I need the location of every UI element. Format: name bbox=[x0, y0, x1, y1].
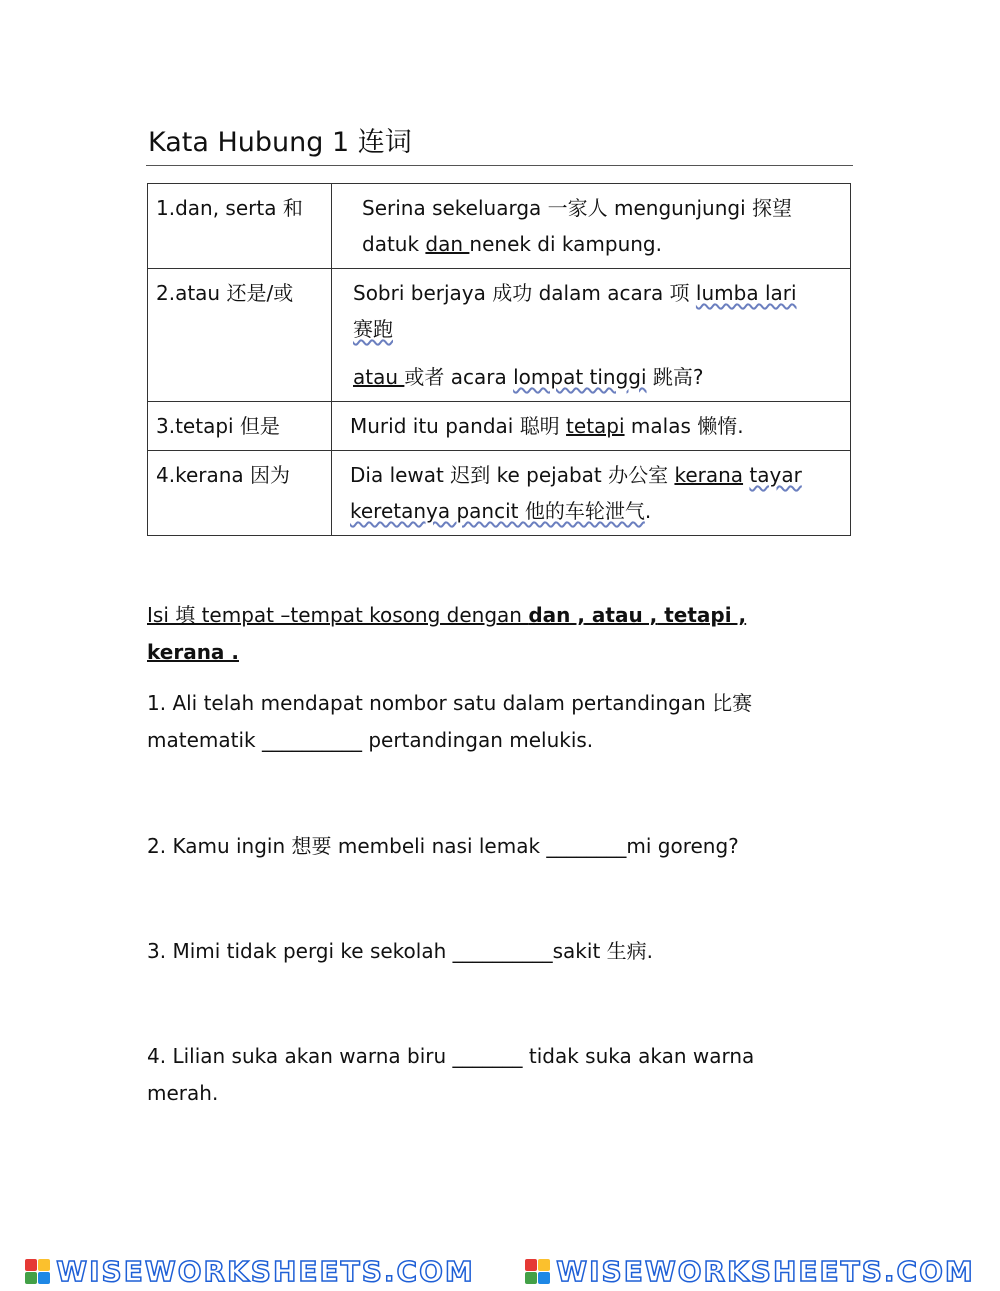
example-text: Dia lewat 迟到 ke pejabat 办公室 bbox=[350, 463, 675, 487]
table-row bbox=[148, 402, 851, 451]
brand-text: WISEWORKSHEETS.COM bbox=[556, 1255, 975, 1288]
example-cell bbox=[332, 451, 851, 536]
instruction-word-tetapi: tetapi , bbox=[657, 603, 747, 627]
title-divider bbox=[146, 165, 853, 166]
question-2: 2. Kamu ingin 想要 membeli nasi lemak ________mi goreng? bbox=[147, 834, 739, 858]
example-phrase: 赛跑 bbox=[353, 317, 393, 341]
instruction-lead: Isi 填 tempat –tempat kosong dengan bbox=[147, 603, 529, 627]
example-text: nenek di kampung. bbox=[469, 232, 662, 256]
example-text: 或者 acara bbox=[404, 365, 514, 389]
example-text: Murid itu pandai 聪明 bbox=[350, 414, 567, 438]
example-phrase: lompat tinggi bbox=[513, 365, 647, 389]
example-conjunction: atau bbox=[353, 365, 405, 389]
instruction-word-kerana: kerana . bbox=[147, 640, 239, 664]
example-cell bbox=[332, 402, 851, 451]
instruction-word-dan: dan , bbox=[528, 603, 585, 627]
conjunction-cell: 4.kerana 因为 bbox=[148, 451, 332, 536]
example-conjunction: dan bbox=[425, 232, 470, 256]
conjunction-cell: 1.dan, serta 和 bbox=[148, 184, 332, 269]
conjunction-table bbox=[147, 183, 851, 536]
table-row bbox=[148, 451, 851, 536]
table-row bbox=[148, 184, 851, 269]
example-text: . bbox=[644, 499, 652, 523]
logo-squares-icon bbox=[525, 1259, 550, 1284]
conjunction-cell: 3.tetapi 但是 bbox=[148, 402, 332, 451]
table-row bbox=[148, 269, 851, 402]
brand-logo bbox=[25, 1255, 475, 1288]
example-cell bbox=[332, 184, 851, 269]
example-text: malas 懒惰. bbox=[624, 414, 744, 438]
example-text: Sobri berjaya 成功 dalam acara 项 bbox=[353, 281, 696, 305]
logo-squares-icon bbox=[25, 1259, 50, 1284]
example-text: 跳高? bbox=[646, 365, 704, 389]
example-conjunction: tetapi bbox=[566, 414, 625, 438]
conjunction-cell: 2.atau 还是/或 bbox=[148, 269, 332, 402]
footer-watermark bbox=[0, 1252, 1000, 1291]
example-phrase: tayar keretanya pancit 他的车轮泄气 bbox=[350, 463, 802, 523]
instruction bbox=[147, 597, 817, 671]
page-title: Kata Hubung 1 连词 bbox=[148, 127, 412, 158]
example-text: datuk bbox=[362, 232, 426, 256]
example-phrase: lumba lari bbox=[695, 281, 797, 305]
example-conjunction: kerana bbox=[674, 463, 744, 487]
example-text: Serina sekeluarga 一家人 mengunjungi 探望 bbox=[362, 196, 793, 220]
example-cell bbox=[332, 269, 851, 402]
instruction-word-atau: atau , bbox=[584, 603, 658, 627]
question-4: 4. Lilian suka akan warna biru _______ tidak suka akan warna merah. bbox=[147, 1044, 755, 1105]
question-1: 1. Ali telah mendapat nombor satu dalam pertandingan 比赛 matematik __________ pertandingan melukis. bbox=[147, 691, 753, 752]
question-3: 3. Mimi tidak pergi ke sekolah __________sakit 生病. bbox=[147, 939, 653, 963]
brand-logo bbox=[525, 1255, 975, 1288]
brand-text: WISEWORKSHEETS.COM bbox=[56, 1255, 475, 1288]
